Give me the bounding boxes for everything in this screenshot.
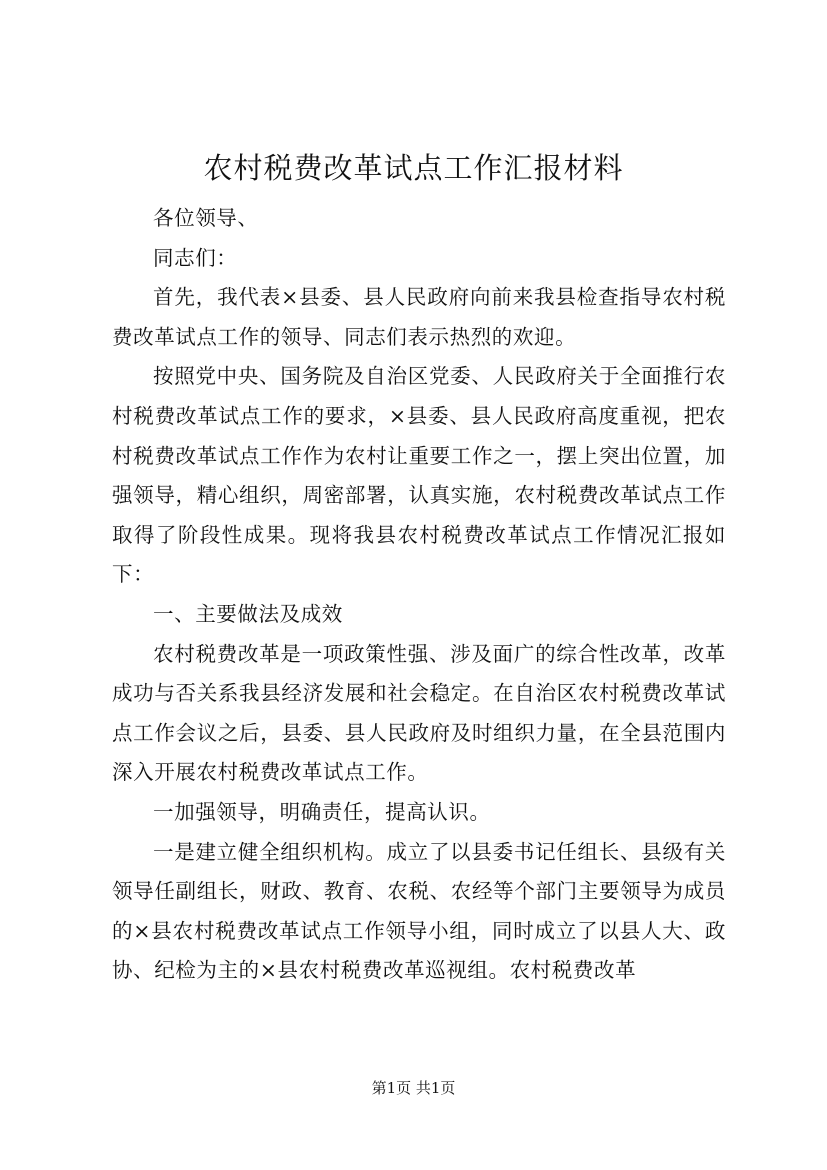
paragraph-organization: 一是建立健全组织机构。成立了以县委书记任组长、县级有关领导任副组长，财政、教育、农税、农经等个部门主要领导为成员的×县农村税费改革试点工作领导小组，同时成立了以县人大、政协、纪检为主的×县农村税费改革巡视组。农村税费改革: [112, 839, 726, 983]
paragraph-salutation-1: 各位领导、: [153, 206, 259, 230]
page-number-footer: 第1页 共1页: [371, 1079, 456, 1097]
paragraph-overview: 按照党中央、国务院及自治区党委、人民政府关于全面推行农村税费改革试点工作的要求，×县委、县人民政府高度重视，把农村税费改革试点工作作为农村让重要工作之一，摆上突出位置，加强领导，精心组织，周密部署，认真实施，农村税费改革试点工作取得了阶段性成果。现将我县农村税费改革试点工作情况汇报如下：: [112, 364, 726, 587]
paragraph-reform-intro: 农村税费改革是一项政策性强、涉及面广的综合性改革，改革成功与否关系我县经济发展和社会稳定。在自治区农村税费改革试点工作会议之后，县委、县人民政府及时组织力量，在全县范围内深入开展农村税费改革试点工作。: [112, 641, 726, 785]
document-body: [112, 199, 726, 991]
subheading-leadership: 一加强领导，明确责任，提高认识。: [153, 799, 491, 824]
paragraph-salutation-2: 同志们：: [153, 245, 238, 270]
section-heading-main-practices: 一、主要做法及成效: [153, 601, 343, 626]
document-title: 农村税费改革试点工作汇报材料: [203, 151, 624, 185]
paragraph-welcome: 首先，我代表×县委、县人民政府向前来我县检查指导农村税费改革试点工作的领导、同志们表示热烈的欢迎。: [112, 285, 726, 349]
